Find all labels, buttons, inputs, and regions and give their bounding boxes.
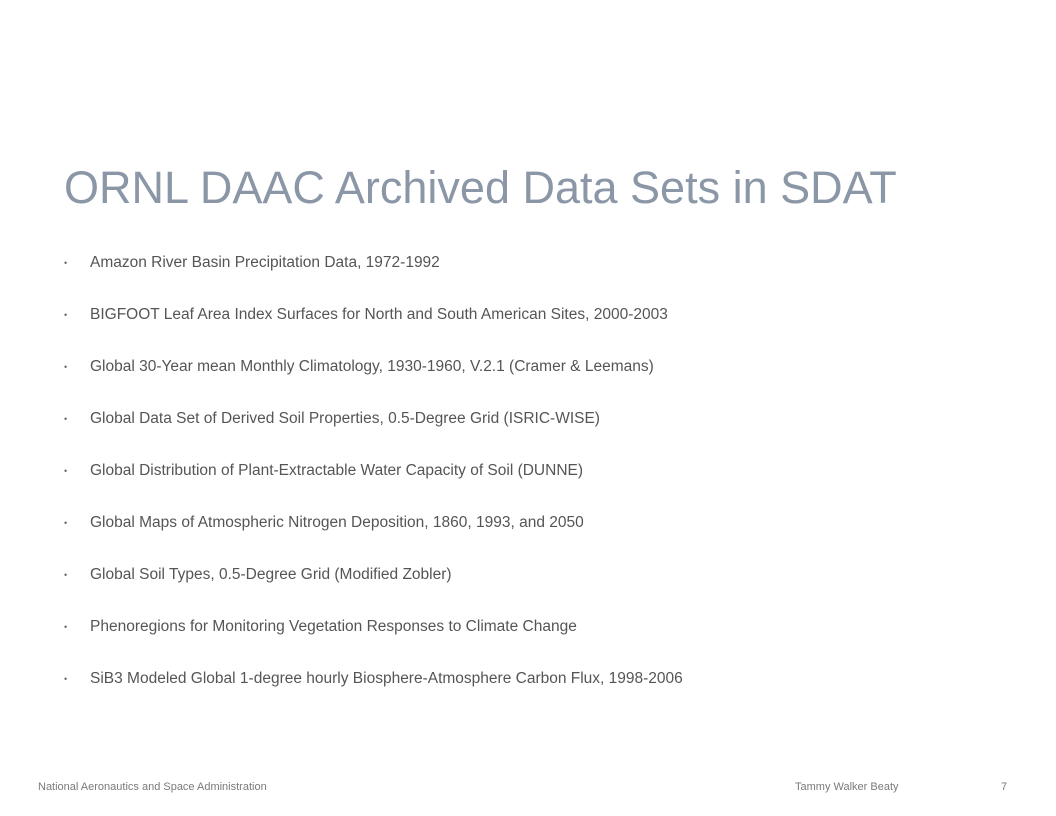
bullet-icon: • xyxy=(64,466,68,476)
bullet-icon: • xyxy=(64,674,68,684)
list-item xyxy=(64,510,1004,562)
list-item xyxy=(64,562,1004,614)
bullet-text: Global 30-Year mean Monthly Climatology, 1930-1960, V.2.1 (Cramer & Leemans) xyxy=(90,358,654,375)
list-item xyxy=(64,354,1004,406)
list-item xyxy=(64,458,1004,510)
bullet-text: Phenoregions for Monitoring Vegetation Responses to Climate Change xyxy=(90,618,577,635)
list-item xyxy=(64,666,1004,718)
bullet-icon: • xyxy=(64,414,68,424)
bullet-text: Amazon River Basin Precipitation Data, 1972-1992 xyxy=(90,254,440,271)
bullet-icon: • xyxy=(64,362,68,372)
bullet-list xyxy=(64,250,1004,718)
bullet-icon: • xyxy=(64,570,68,580)
bullet-text: BIGFOOT Leaf Area Index Surfaces for North and South American Sites, 2000-2003 xyxy=(90,306,668,323)
bullet-text: Global Soil Types, 0.5-Degree Grid (Modified Zobler) xyxy=(90,566,452,583)
bullet-text: Global Maps of Atmospheric Nitrogen Deposition, 1860, 1993, and 2050 xyxy=(90,514,584,531)
bullet-icon: • xyxy=(64,310,68,320)
bullet-text: Global Distribution of Plant-Extractable Water Capacity of Soil (DUNNE) xyxy=(90,462,584,479)
list-item xyxy=(64,302,1004,354)
bullet-icon: • xyxy=(64,622,68,632)
footer-organization: National Aeronautics and Space Administration xyxy=(38,781,267,793)
list-item xyxy=(64,250,1004,302)
bullet-text: SiB3 Modeled Global 1-degree hourly Biosphere-Atmosphere Carbon Flux, 1998-2006 xyxy=(90,670,683,687)
bullet-text: Global Data Set of Derived Soil Properties, 0.5-Degree Grid (ISRIC-WISE) xyxy=(90,410,600,427)
slide-title: ORNL DAAC Archived Data Sets in SDAT xyxy=(64,162,897,213)
footer-author: Tammy Walker Beaty xyxy=(795,781,899,793)
list-item xyxy=(64,614,1004,666)
bullet-icon: • xyxy=(64,258,68,268)
bullet-icon: • xyxy=(64,518,68,528)
footer-page-number: 7 xyxy=(1001,781,1008,793)
list-item xyxy=(64,406,1004,458)
